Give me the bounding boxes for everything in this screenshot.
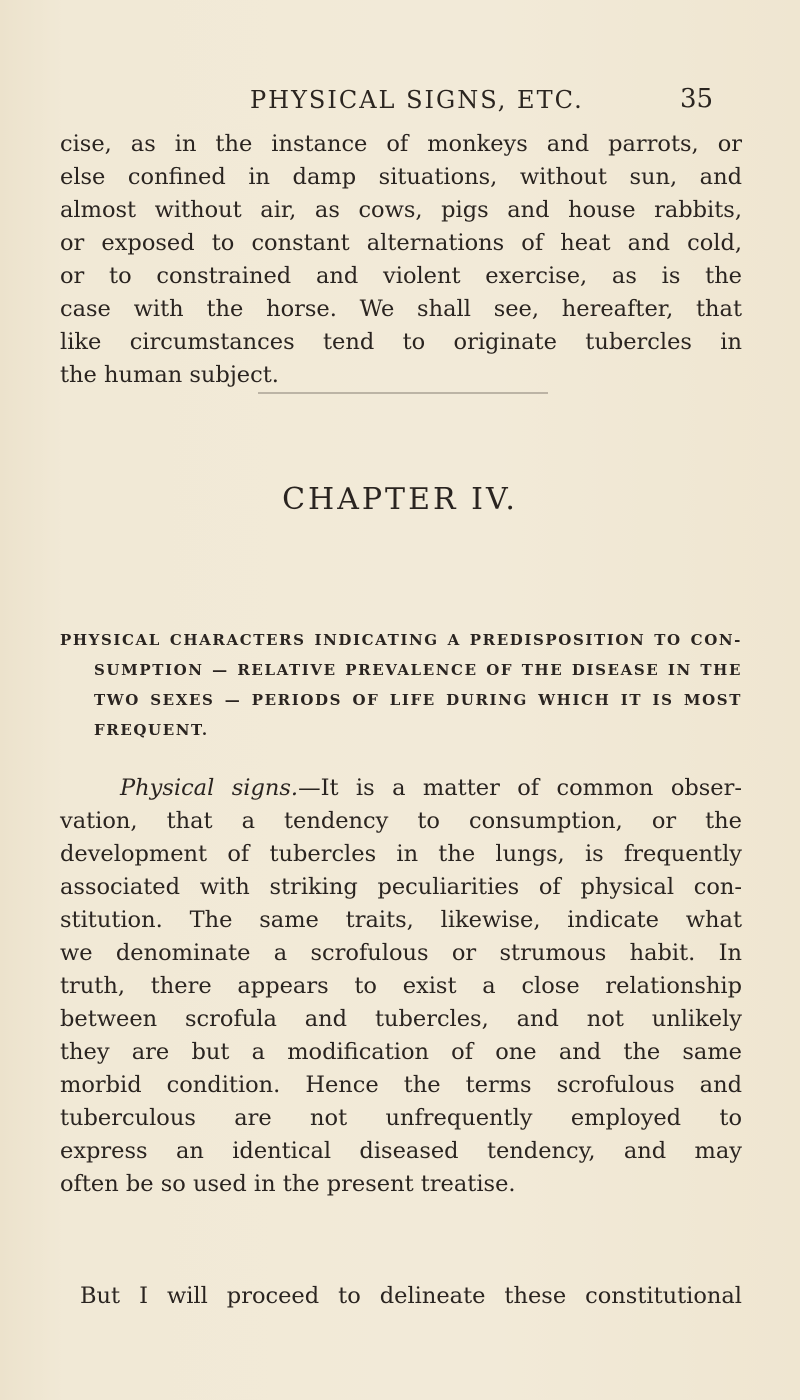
text-line: we denominate a scrofulous or strumous habit. In [60,940,742,966]
text-line: stitution. The same traits, likewise, indicate what [60,907,742,933]
summary-line: SUMPTION — RELATIVE PREVALENCE OF THE DISEASE IN THE [94,661,742,679]
text-line: almost without air, as cows, pigs and house rabbits, [60,197,742,223]
text-line: vation, that a tendency to consumption, or the [60,808,742,834]
text-line: often be so used in the present treatise. [60,1171,516,1197]
running-head [0,86,800,116]
summary-line: PHYSICAL CHARACTERS INDICATING A PREDISPOSITION TO CON- [60,631,742,649]
summary-line: FREQUENT. [94,721,209,739]
text-line: else confined in damp situations, without sun, and [60,164,742,190]
chapter-title: CHAPTER IV. [282,482,518,517]
text-line: development of tubercles in the lungs, is frequently [60,841,742,867]
text-line: like circumstances tend to originate tubercles in [60,329,742,355]
text-line: they are but a modification of one and the same [60,1039,742,1065]
chapter-summary [60,625,742,745]
main-paragraph [60,772,742,1201]
running-title: PHYSICAL SIGNS, ETC. [250,86,584,114]
text-line: tuberculous are not unfrequently employed to [60,1105,742,1131]
text-line: morbid condition. Hence the terms scrofulous and [60,1072,742,1098]
run-in-heading: Physical signs. [120,775,299,801]
text-line: the human subject. [60,362,279,388]
next-paragraph [60,1280,742,1313]
text-line: or exposed to constant alternations of heat and cold, [60,230,742,256]
text-line [60,772,742,805]
text-line: But I will proceed to delineate these constitutional [80,1283,742,1309]
section-divider [258,392,548,394]
text-line: between scrofula and tubercles, and not unlikely [60,1006,742,1032]
text-line: cise, as in the instance of monkeys and parrots, or [60,131,742,157]
text-line: case with the horse. We shall see, hereafter, that [60,296,742,322]
first-line-rest: —It is a matter of common obser- [298,775,742,801]
text-line: or to constrained and violent exercise, as is the [60,263,742,289]
continuation-paragraph [60,128,742,392]
text-line: truth, there appears to exist a close relationship [60,973,742,999]
text-line: associated with striking peculiarities of physical con- [60,874,742,900]
page-number: 35 [680,84,714,114]
text-line: express an identical diseased tendency, and may [60,1138,742,1164]
summary-line: TWO SEXES — PERIODS OF LIFE DURING WHICH IT IS MOST [94,691,742,709]
